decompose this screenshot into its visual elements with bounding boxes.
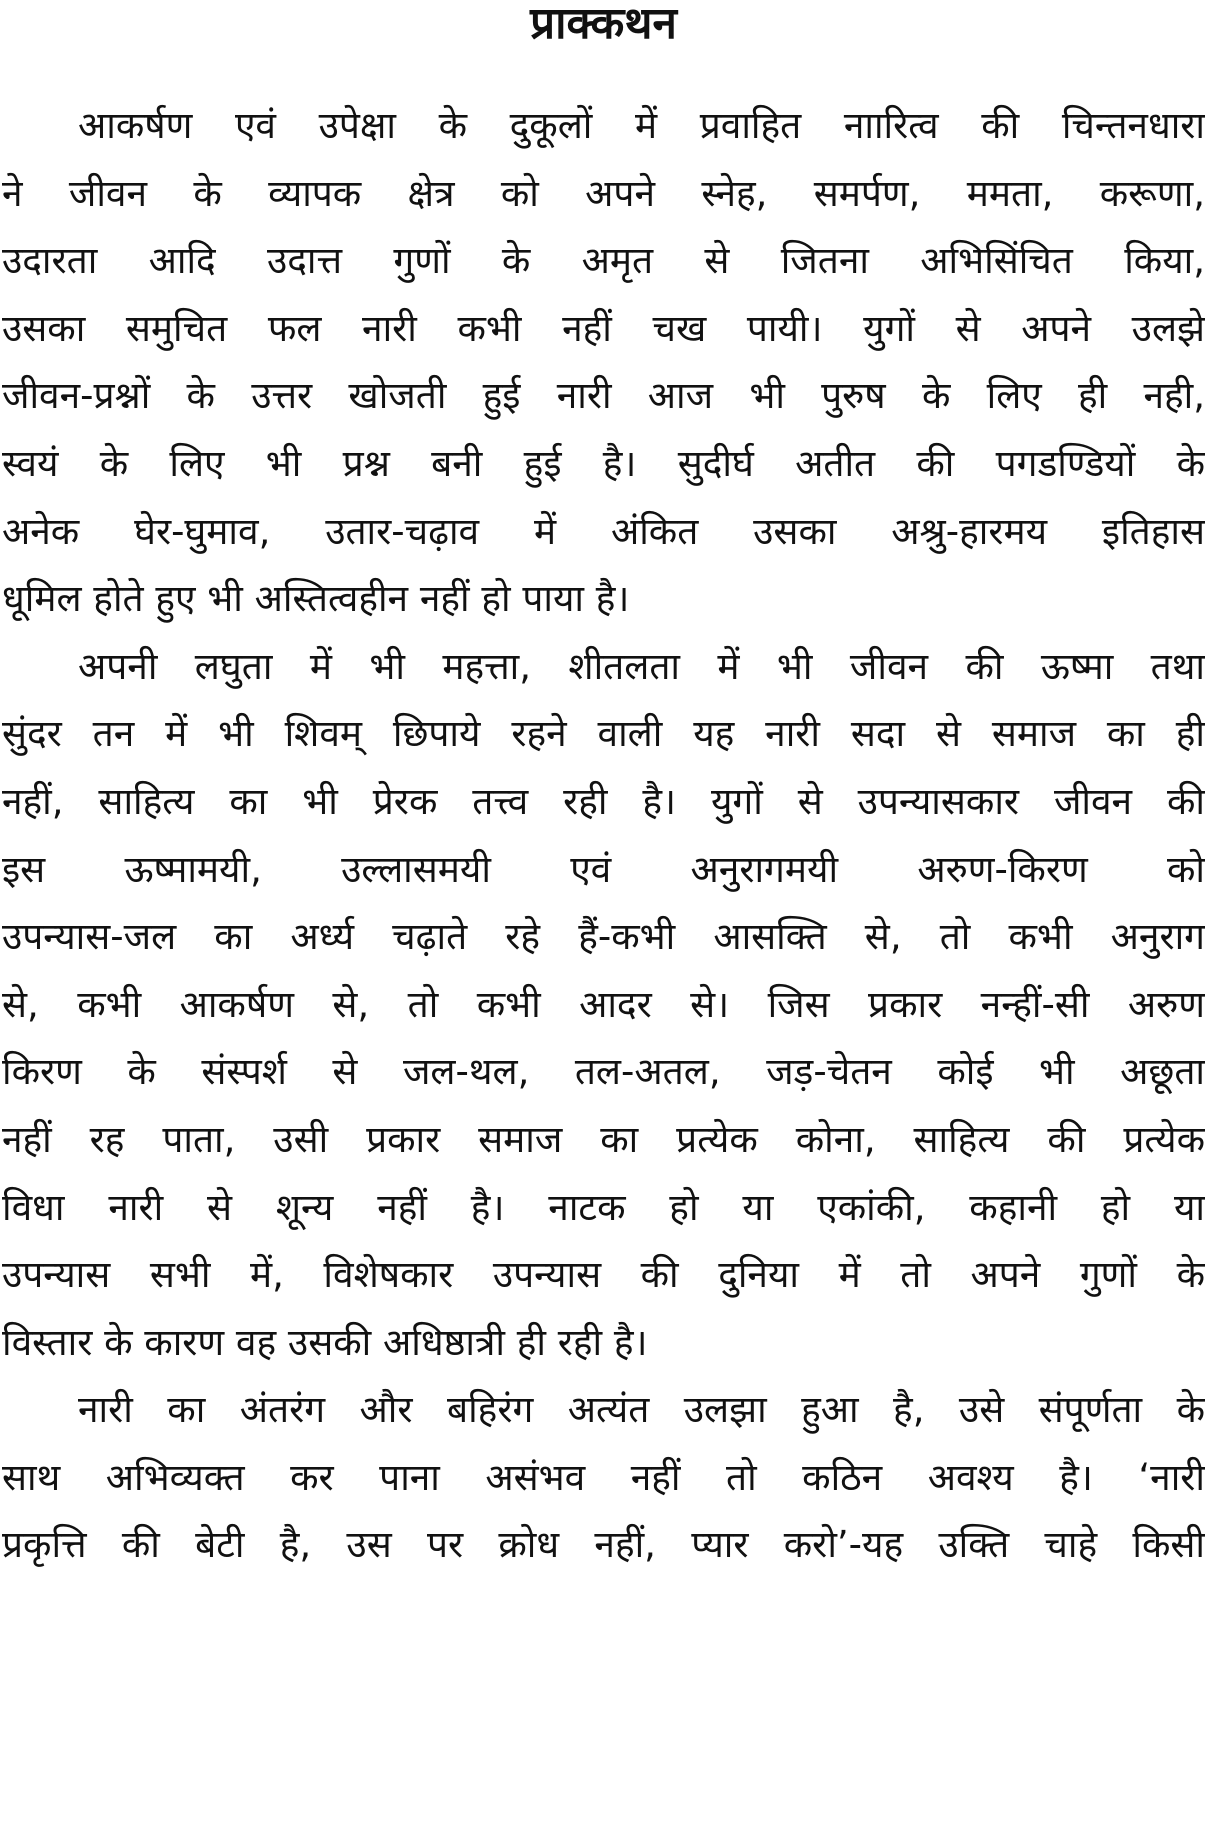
text-line: जीवन-प्रश्नों के उत्तर खोजती हुई नारी आज भी पुरुष के लिए ही नही, <box>2 374 1205 418</box>
text-line: उपन्यास सभी में, विशेषकार उपन्यास की दुनिया में तो अपने गुणों के <box>2 1253 1205 1297</box>
text-line: अनेक घेर-घुमाव, उतार-चढ़ाव में अंकित उसका अश्रु-हारमय इतिहास <box>2 509 1205 553</box>
text-line: नहीं रह पाता, उसी प्रकार समाज का प्रत्येक कोना, साहित्य की प्रत्येक <box>2 1117 1205 1161</box>
text-line: से, कभी आकर्षण से, तो कभी आदर से। जिस प्रकार नन्हीं-सी अरुण <box>2 982 1205 1026</box>
text-line: उपन्यास-जल का अर्ध्य चढ़ाते रहे हैं-कभी आसक्ति से, तो कभी अनुराग <box>2 915 1205 959</box>
text-line: धूमिल होते हुए भी अस्तित्वहीन नहीं हो पाया है। <box>2 577 630 621</box>
text-line: अपनी लघुता में भी महत्ता, शीतलता में भी जीवन की ऊष्मा तथा <box>78 644 1205 688</box>
text-line: उसका समुचित फल नारी कभी नहीं चख पायी। युगों से अपने उलझे <box>2 306 1205 350</box>
text-line: प्रकृत्ति की बेटी है, उस पर क्रोध नहीं, प्यार करो’-यह उक्ति चाहे किसी <box>2 1523 1205 1567</box>
page-title: प्राक्कथन <box>530 0 677 49</box>
text-line: किरण के संस्पर्श से जल-थल, तल-अतल, जड़-चेतन कोई भी अछूता <box>2 1050 1205 1094</box>
text-line: विस्तार के कारण वह उसकी अधिष्ठात्री ही रही है। <box>2 1320 648 1364</box>
text-line: नारी का अंतरंग और बहिरंग अत्यंत उलझा हुआ है, उसे संपूर्णता के <box>78 1388 1205 1432</box>
text-line: सुंदर तन में भी शिवम् छिपाये रहने वाली यह नारी सदा से समाज का ही <box>2 712 1205 756</box>
text-line: उदारता आदि उदात्त गुणों के अमृत से जितना अभिसिंचित किया, <box>2 239 1205 283</box>
text-line: साथ अभिव्यक्त कर पाना असंभव नहीं तो कठिन अवश्य है। ‘नारी <box>2 1455 1205 1499</box>
document-body <box>2 92 1205 1579</box>
text-line: नहीं, साहित्य का भी प्रेरक तत्त्व रही है। युगों से उपन्यासकार जीवन की <box>2 779 1205 823</box>
text-line: आकर्षण एवं उपेक्षा के दुकूलों में प्रवाहित नाारित्व की चिन्तनधारा <box>78 104 1205 147</box>
text-line: इस ऊष्मामयी, उल्लासमयी एवं अनुरागमयी अरुण-किरण को <box>2 847 1205 891</box>
text-line: स्वयं के लिए भी प्रश्न बनी हुई है। सुदीर्घ अतीत की पगडण्डियों के <box>2 441 1205 485</box>
text-line: विधा नारी से शून्य नहीं है। नाटक हो या एकांकी, कहानी हो या <box>2 1185 1205 1229</box>
text-line: ने जीवन के व्यापक क्षेत्र को अपने स्नेह, समर्पण, ममता, करूणा, <box>2 171 1205 215</box>
